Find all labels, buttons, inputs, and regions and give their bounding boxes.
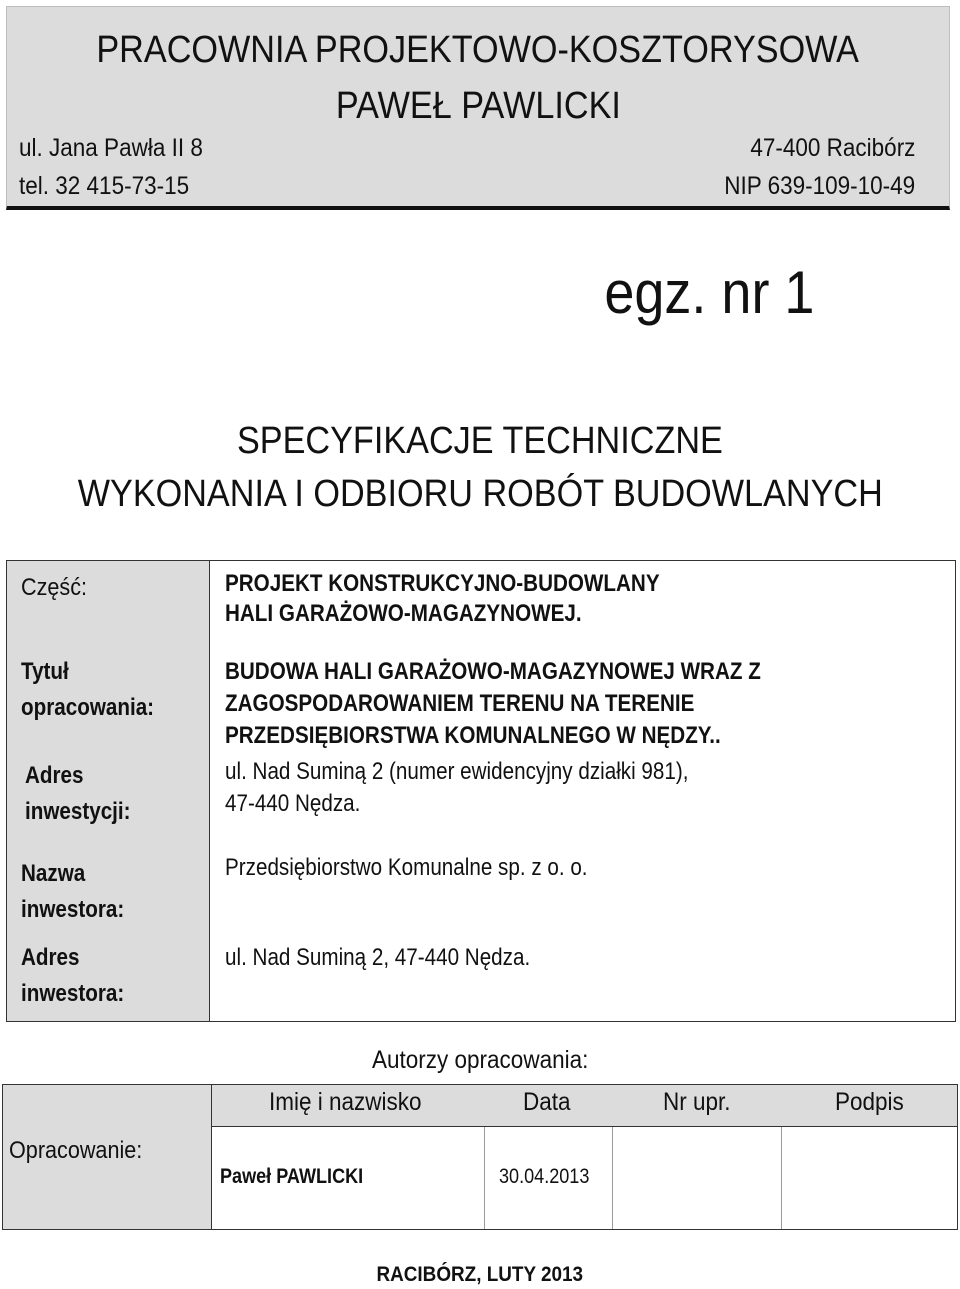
- project-info-table: [6, 560, 956, 1022]
- phone-number: tel. 32 415-73-15: [19, 172, 190, 200]
- column-header-signature: Podpis: [835, 1088, 904, 1116]
- prepared-by-label: Opracowanie:: [9, 1137, 143, 1164]
- place-and-date: RACIBÓRZ, LUTY 2013: [376, 1263, 584, 1286]
- nip-number: NIP 639-109-10-49: [724, 172, 915, 200]
- column-header-name: Imię i nazwisko: [269, 1088, 422, 1116]
- address-label-line-1: Adres: [25, 762, 84, 789]
- investor-value: Przedsiębiorstwo Komunalne sp. z o. o.: [225, 854, 588, 881]
- column-divider: [612, 1127, 613, 1229]
- authors-table: [2, 1084, 958, 1230]
- part-value-line-1: PROJEKT KONSTRUKCYJNO-BUDOWLANY: [225, 570, 660, 597]
- investor-address-label-line-1: Adres: [21, 944, 80, 971]
- part-label: Część:: [21, 574, 88, 601]
- investor-label-line-2: inwestora:: [21, 896, 125, 923]
- address-value-line-1: ul. Nad Suminą 2 (numer ewidencyjny działki 981),: [225, 758, 689, 785]
- document-title-line-1: SPECYFIKACJE TECHNICZNE: [237, 420, 723, 462]
- owner-name: PAWEŁ PAWLICKI: [335, 85, 621, 127]
- column-header-license: Nr upr.: [663, 1088, 731, 1116]
- city-address: 47-400 Racibórz: [749, 134, 915, 162]
- investor-address-label-line-2: inwestora:: [21, 980, 125, 1007]
- authors-heading: Autorzy opracowania:: [372, 1046, 589, 1074]
- author-name: Paweł PAWLICKI: [220, 1165, 364, 1188]
- title-value-line-1: BUDOWA HALI GARAŻOWO-MAGAZYNOWEJ WRAZ Z: [225, 658, 761, 685]
- author-date: 30.04.2013: [499, 1165, 590, 1188]
- copy-number: egz. nr 1: [603, 259, 814, 326]
- investor-address-value: ul. Nad Suminą 2, 47-440 Nędza.: [225, 944, 531, 971]
- column-divider: [781, 1127, 782, 1229]
- part-value-line-2: HALI GARAŻOWO-MAGAZYNOWEJ.: [225, 600, 582, 627]
- title-label-line-1: Tytuł: [21, 658, 69, 685]
- column-divider: [484, 1127, 485, 1229]
- address-value-line-2: 47-440 Nędza.: [225, 790, 361, 817]
- company-name: PRACOWNIA PROJEKTOWO-KOSZTORYSOWA: [96, 29, 860, 71]
- title-value-line-2: ZAGOSPODAROWANIEM TERENU NA TERENIE: [225, 690, 695, 717]
- title-label-line-2: opracowania:: [21, 694, 155, 721]
- address-label-line-2: inwestycji:: [25, 798, 131, 825]
- column-header-date: Data: [523, 1088, 571, 1116]
- investor-label-line-1: Nazwa: [21, 860, 86, 887]
- letterhead: [6, 6, 950, 210]
- document-title-line-2: WYKONANIA I ODBIORU ROBÓT BUDOWLANYCH: [77, 473, 883, 515]
- street-address: ul. Jana Pawła II 8: [19, 134, 203, 162]
- title-value-line-3: PRZEDSIĘBIORSTWA KOMUNALNEGO W NĘDZY..: [225, 722, 721, 749]
